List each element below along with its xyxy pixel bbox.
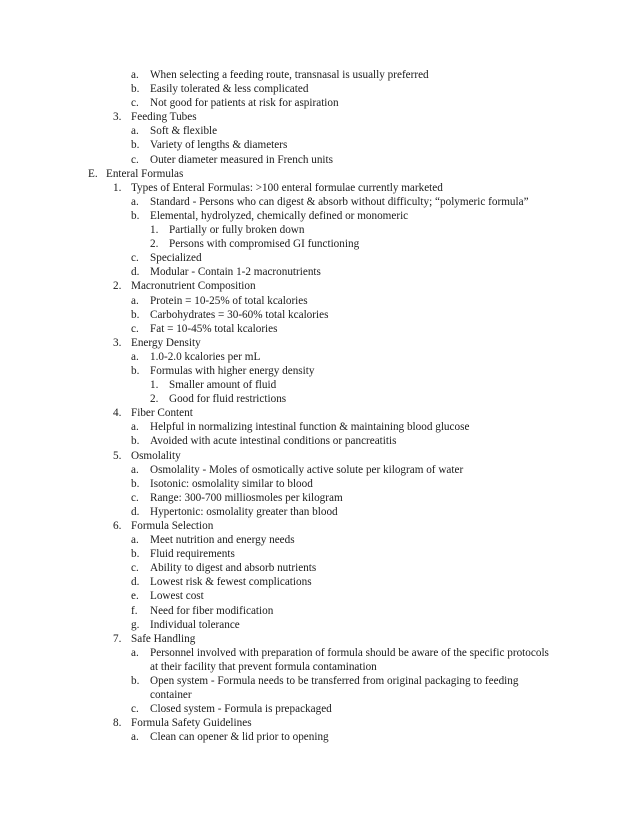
list-item-text: Individual tolerance <box>150 618 240 631</box>
outline-line <box>0 491 638 505</box>
outline-line <box>0 364 638 378</box>
outline-line <box>0 265 638 279</box>
list-marker: 4. <box>113 407 122 420</box>
outline-line <box>0 336 638 350</box>
list-item-text: Energy Density <box>131 336 201 349</box>
outline-line <box>0 124 638 138</box>
outline-line <box>0 589 638 603</box>
outline-line <box>0 505 638 519</box>
outline-line <box>0 406 638 420</box>
list-item-text: Partially or fully broken down <box>169 224 305 237</box>
list-item-text: Need for fiber modification <box>150 604 274 617</box>
outline-line <box>0 604 638 618</box>
list-marker: f. <box>131 604 138 617</box>
list-item-text: Not good for patients at risk for aspiration <box>150 97 339 110</box>
list-item-text: Easily tolerated & less complicated <box>150 83 309 96</box>
outline-line <box>0 420 638 434</box>
list-item-text: Ability to digest and absorb nutrients <box>150 562 317 575</box>
outline-line <box>0 547 638 561</box>
outline-line <box>0 138 638 152</box>
outline-line <box>0 449 638 463</box>
outline-line <box>0 308 638 322</box>
outline-line <box>0 153 638 167</box>
outline-line <box>0 660 638 674</box>
list-marker: c. <box>131 703 139 716</box>
list-item-text: When selecting a feeding route, transnasal is usually preferred <box>150 69 429 81</box>
list-marker: 1. <box>113 181 122 194</box>
list-marker: 5. <box>113 449 122 462</box>
list-marker: 3. <box>113 336 122 349</box>
list-marker: 6. <box>113 520 122 532</box>
list-item-text: Helpful in normalizing intestinal function & maintaining blood glucose <box>150 421 470 434</box>
list-item-text: at their facility that prevent formula contamination <box>150 660 377 673</box>
list-item-text: Hypertonic: osmolality greater than blood <box>150 505 338 518</box>
list-marker: b. <box>131 308 140 321</box>
list-item-text: Soft & flexible <box>150 125 218 138</box>
list-item-text: Protein = 10-25% of total kcalories <box>150 294 308 307</box>
list-item-text: Formulas with higher energy density <box>150 364 315 377</box>
list-marker: c. <box>131 322 139 335</box>
outline-line <box>0 702 638 716</box>
list-marker: c. <box>131 252 139 265</box>
outline-line <box>0 533 638 547</box>
list-marker: a. <box>131 421 139 434</box>
list-item-text: Open system - Formula needs to be transferred from original packaging to feeding <box>150 675 519 688</box>
list-marker: 1. <box>150 224 159 237</box>
list-marker: d. <box>131 576 140 589</box>
list-item-text: Fiber Content <box>131 407 193 420</box>
outline-line <box>0 350 638 364</box>
document-page <box>0 68 638 745</box>
list-item-text: Types of Enteral Formulas: >100 enteral formulae currently marketed <box>131 181 443 194</box>
list-marker: E. <box>88 167 98 180</box>
outline-line <box>0 167 638 181</box>
outline-line <box>0 110 638 124</box>
list-item-text: Lowest risk & fewest complications <box>150 576 312 589</box>
outline-line <box>0 223 638 237</box>
list-marker: g. <box>131 618 140 631</box>
outline-line <box>0 561 638 575</box>
list-item-text: Osmolality - Moles of osmotically active solute per kilogram of water <box>150 463 464 476</box>
list-marker: 2. <box>150 393 159 406</box>
list-item-text: Clean can opener & lid prior to opening <box>150 731 329 744</box>
list-marker: 2. <box>150 238 159 251</box>
outline-line <box>0 96 638 110</box>
outline-line <box>0 392 638 406</box>
outline-line <box>0 730 638 744</box>
list-marker: b. <box>131 675 140 688</box>
list-marker: b. <box>131 364 140 377</box>
list-item-text: Fluid requirements <box>150 548 235 561</box>
list-marker: a. <box>131 294 139 307</box>
list-marker: b. <box>131 83 140 96</box>
outline-line <box>0 322 638 336</box>
list-item-text: Smaller amount of fluid <box>169 379 277 392</box>
list-item-text: Safe Handling <box>131 632 196 645</box>
list-item-text: Fat = 10-45% total kcalories <box>150 322 278 335</box>
outline-line <box>0 251 638 265</box>
list-item-text: Persons with compromised GI functioning <box>169 238 360 251</box>
list-marker: a. <box>131 646 139 659</box>
list-marker: a. <box>131 534 139 547</box>
list-item-text: Good for fluid restrictions <box>169 393 287 406</box>
outline-line <box>0 716 638 730</box>
list-item-text: Meet nutrition and energy needs <box>150 534 295 547</box>
list-marker: 3. <box>113 111 122 124</box>
outline-line <box>0 575 638 589</box>
list-item-text: container <box>150 689 192 702</box>
outline-line <box>0 68 638 82</box>
list-item-text: Feeding Tubes <box>131 111 197 124</box>
list-item-text: Avoided with acute intestinal conditions or pancreatitis <box>150 435 397 448</box>
list-item-text: Formula Safety Guidelines <box>131 717 252 730</box>
list-marker: d. <box>131 266 140 279</box>
list-item-text: Enteral Formulas <box>106 167 184 180</box>
list-marker: a. <box>131 69 139 81</box>
outline-line <box>0 477 638 491</box>
list-marker: b. <box>131 477 140 490</box>
list-item-text: Carbohydrates = 30-60% total kcalories <box>150 308 329 321</box>
list-item-text: Variety of lengths & diameters <box>150 139 288 152</box>
list-item-text: Personnel involved with preparation of formula should be aware of the specific protocols <box>150 646 549 659</box>
list-marker: 1. <box>150 379 159 392</box>
outline-line <box>0 434 638 448</box>
list-marker: a. <box>131 350 139 363</box>
list-marker: b. <box>131 435 140 448</box>
list-marker: 7. <box>113 632 122 645</box>
list-marker: b. <box>131 548 140 561</box>
outline-line <box>0 618 638 632</box>
outline-line <box>0 632 638 646</box>
list-item-text: Standard - Persons who can digest & absorb without difficulty; “polymeric formula” <box>150 195 529 208</box>
list-marker: c. <box>131 491 139 504</box>
list-marker: e. <box>131 590 139 603</box>
list-marker: a. <box>131 463 139 476</box>
outline-line <box>0 674 638 688</box>
outline-line <box>0 195 638 209</box>
list-item-text: Specialized <box>150 252 202 265</box>
list-marker: 8. <box>113 717 122 730</box>
outline-line <box>0 209 638 223</box>
outline-line <box>0 82 638 96</box>
list-marker: c. <box>131 153 139 166</box>
list-item-text: Range: 300-700 milliosmoles per kilogram <box>150 491 343 504</box>
list-marker: c. <box>131 562 139 575</box>
outline-line <box>0 181 638 195</box>
outline-line <box>0 519 638 533</box>
list-item-text: Osmolality <box>131 449 181 462</box>
list-item-text: Isotonic: osmolality similar to blood <box>150 477 313 490</box>
list-marker: a. <box>131 731 139 744</box>
outline-line <box>0 237 638 251</box>
list-item-text: Lowest cost <box>150 590 204 603</box>
list-marker: b. <box>131 209 140 222</box>
outline-line <box>0 646 638 660</box>
list-marker: 2. <box>113 280 122 293</box>
list-item-text: Modular - Contain 1-2 macronutrients <box>150 266 321 279</box>
list-item-text: Closed system - Formula is prepackaged <box>150 703 332 716</box>
list-item-text: Outer diameter measured in French units <box>150 153 333 166</box>
list-marker: b. <box>131 139 140 152</box>
outline-line <box>0 294 638 308</box>
outline-line <box>0 279 638 293</box>
list-item-text: 1.0-2.0 kcalories per mL <box>150 350 261 363</box>
list-item-text: Macronutrient Composition <box>131 280 256 293</box>
list-marker: a. <box>131 125 139 138</box>
list-marker: d. <box>131 505 140 518</box>
list-item-text: Formula Selection <box>131 520 214 532</box>
list-marker: a. <box>131 195 139 208</box>
list-marker: c. <box>131 97 139 110</box>
outline-line <box>0 463 638 477</box>
outline-line <box>0 688 638 702</box>
outline-line <box>0 378 638 392</box>
list-item-text: Elemental, hydrolyzed, chemically defined or monomeric <box>150 209 409 222</box>
